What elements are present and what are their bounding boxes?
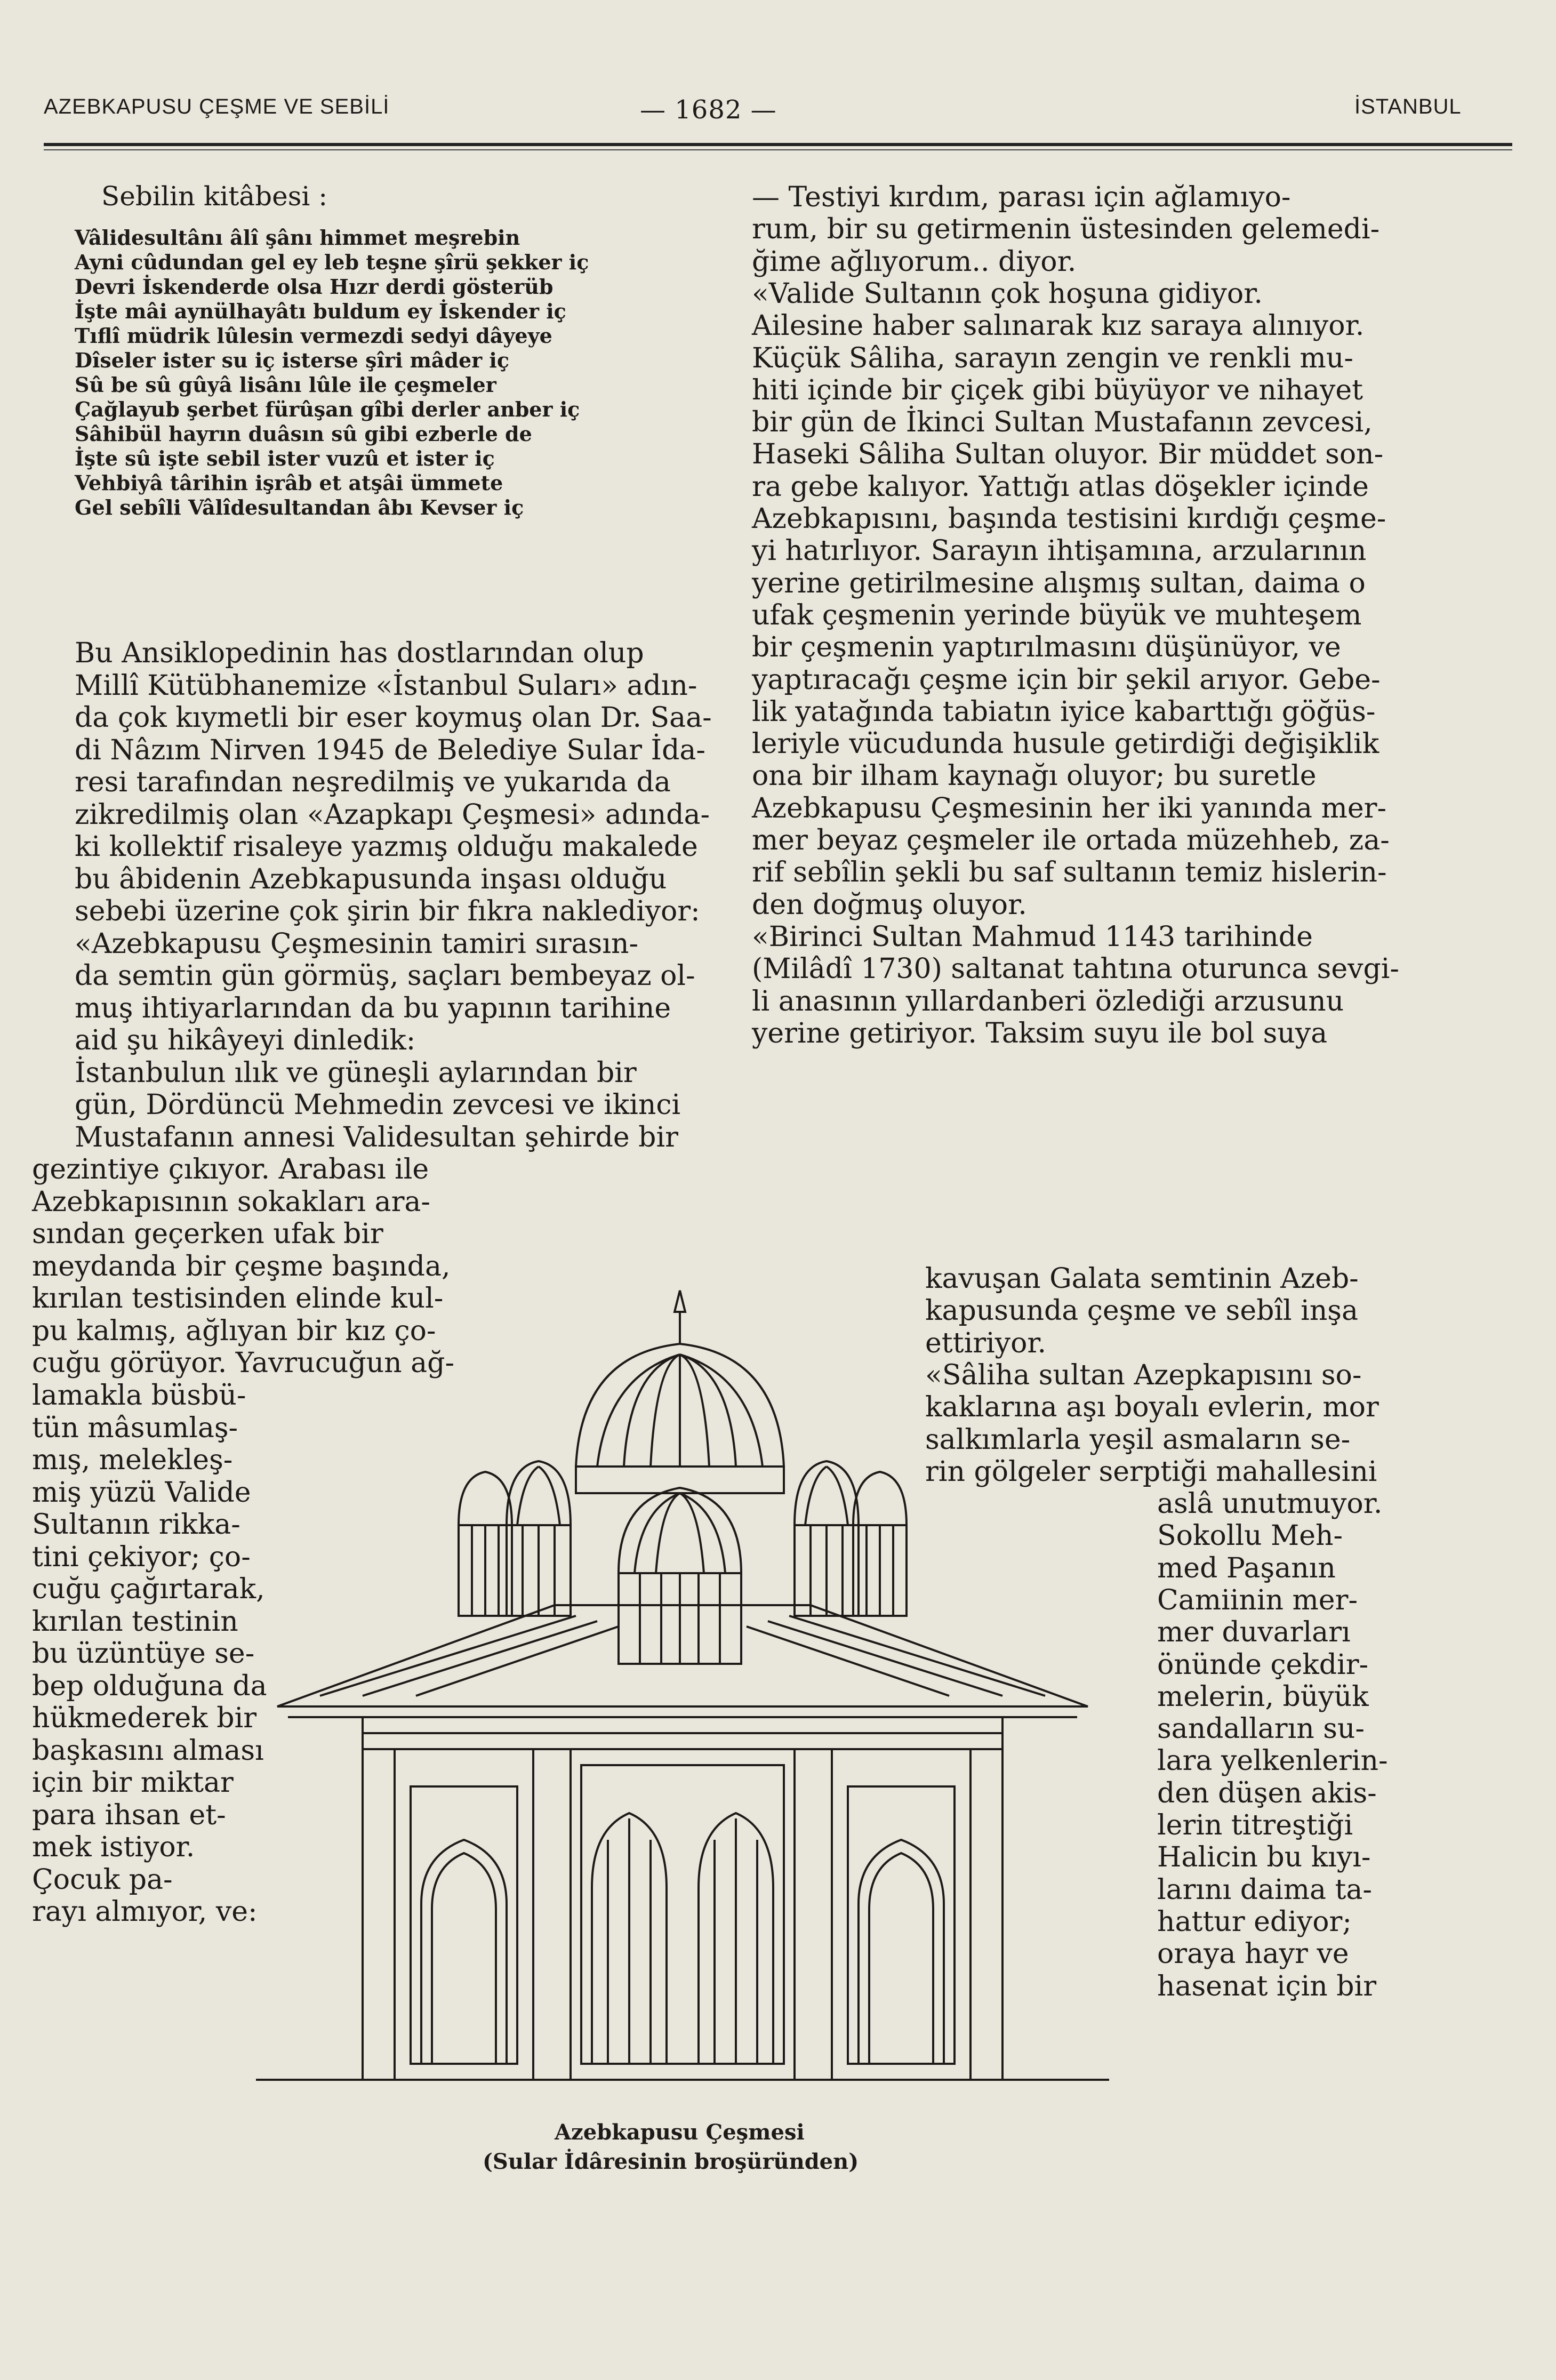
text-line: kırılan testinin	[32, 1605, 238, 1638]
figure-caption-source: (Sular İdâresinin broşüründen)	[483, 2149, 859, 2174]
text-line: ettiriyor.	[925, 1327, 1047, 1359]
text-line: bu üzüntüye se-	[32, 1638, 255, 1670]
text-line: hattur ediyor;	[1157, 1905, 1352, 1938]
text-line: gezintiye çıkıyor. Arabası ile	[32, 1153, 429, 1185]
text-line: mış, melekleş-	[32, 1444, 233, 1476]
text-line: kavuşan Galata semtinin Azeb-	[925, 1263, 1359, 1295]
text-line: melerin, büyük	[1157, 1680, 1369, 1713]
text-line: Azebkapısını, başında testisini kırdığı çeşme-	[752, 503, 1386, 535]
text-line: da çok kıymetli bir eser koymuş olan Dr. Saa-	[75, 702, 712, 734]
text-line: muş ihtiyarlarından da bu yapının tarihine	[75, 992, 671, 1024]
text-line: tini çekiyor; ço-	[32, 1541, 251, 1573]
text-line: di Nâzım Nirven 1945 de Belediye Sular İda-	[75, 734, 705, 766]
inscription-line: Sû be sû gûyâ lisânı lûle ile çeşmeler	[75, 373, 496, 397]
text-line: salkımlarla yeşil asmaların se-	[925, 1423, 1351, 1456]
text-line: leriyle vücudunda husule getirdiği değişiklik	[752, 728, 1379, 760]
page-number: — 1682 —	[640, 95, 777, 125]
text-line: Azebkapusu Çeşmesinin her iki yanında mer-	[752, 792, 1387, 824]
header-rule-thin	[44, 149, 1512, 150]
header-rule	[44, 143, 1512, 146]
text-line: önünde çekdir-	[1157, 1648, 1369, 1681]
text-line: «Birinci Sultan Mahmud 1143 tarihinde	[752, 920, 1313, 953]
text-line: tün mâsumlaş-	[32, 1412, 238, 1444]
text-line: yi hatırlıyor. Sarayın ihtişamına, arzularının	[752, 535, 1367, 567]
text-line: sından geçerken ufak bir	[32, 1218, 383, 1250]
text-line: başkasını alması	[32, 1734, 264, 1767]
inscription-line: Dîseler ister su iç isterse şîri mâder iç	[75, 348, 509, 372]
text-line: ufak çeşmenin yerinde büyük ve muhteşem	[752, 599, 1362, 631]
inscription-line: Çağlayub şerbet fürûşan gîbi derler anber iç	[75, 397, 580, 421]
text-line: sebebi üzerine çok şirin bir fıkra naklediyor:	[75, 895, 700, 927]
text-line: miş yüzü Valide	[32, 1476, 251, 1509]
text-line: — Testiyi kırdım, parası için ağlamıyo-	[752, 181, 1291, 213]
text-line: li anasının yıllardanberi özlediği arzusunu	[752, 985, 1344, 1017]
text-line: rin gölgeler serptiği mahallesini	[925, 1455, 1377, 1488]
text-line: mek istiyor.	[32, 1831, 195, 1863]
inscription-line: İşte sû işte sebil ister vuzû et ister iç	[75, 446, 495, 470]
text-line: rayı almıyor, ve:	[32, 1896, 258, 1928]
text-line: hasenat için bir	[1157, 1970, 1377, 2002]
text-line: cuğu görüyor. Yavrucuğun ağ-	[32, 1347, 455, 1379]
text-line: da semtin gün görmüş, saçları bembeyaz ol-	[75, 960, 695, 992]
text-line: mer beyaz çeşmeler ile ortada müzehheb, za-	[752, 824, 1390, 856]
inscription-line: Ayni cûdundan gel ey leb teşne şîrü şekker iç	[75, 250, 589, 274]
text-line: ra gebe kalıyor. Yattığı atlas döşekler içinde	[752, 470, 1369, 503]
text-line: lik yatağında tabiatın iyice kabarttığı göğüs-	[752, 695, 1376, 728]
text-line: Ailesine haber salınarak kız saraya alınıyor.	[752, 310, 1365, 342]
text-line: Halicin bu kıyı-	[1157, 1841, 1371, 1874]
text-line: için bir miktar	[32, 1767, 234, 1799]
text-line: «Azebkapusu Çeşmesinin tamiri sırasın-	[75, 927, 639, 960]
text-line: İstanbulun ılık ve güneşli aylarından bir	[75, 1056, 637, 1089]
text-line: yaptıracağı çeşme için bir şekil arıyor. Gebe-	[752, 663, 1381, 696]
inscription-line: Vehbiyâ târihin işrâb et atşâi ümmete	[75, 471, 503, 495]
text-line: (Milâdî 1730) saltanat tahtına oturunca sevgi-	[752, 953, 1399, 985]
text-line: lara yelkenlerin-	[1157, 1745, 1388, 1777]
text-line: ki kollektif risaleye yazmış olduğu makalede	[75, 831, 698, 863]
text-line: sandalların su-	[1157, 1713, 1365, 1745]
inscription-line: Gel sebîli Vâlîdesultandan âbı Kevser iç	[75, 495, 524, 519]
text-line: rif sebîlin şekli bu saf sultanın temiz hislerin-	[752, 856, 1387, 889]
text-line: meydanda bir çeşme başında,	[32, 1250, 451, 1283]
text-line: hiti içinde bir çiçek gibi büyüyor ve nihayet	[752, 374, 1363, 406]
text-line: lamakla büsbü-	[32, 1380, 246, 1412]
inscription-line: Tıflî müdrik lûlesin vermezdi sedyi dâyeye	[75, 324, 552, 348]
text-line: resi tarafından neşredilmiş ve yukarıda da	[75, 766, 671, 798]
text-line: oraya hayr ve	[1157, 1938, 1349, 1970]
text-line: Millî Kütübhanemize «İstanbul Suları» adın-	[75, 669, 697, 702]
text-line: Haseki Sâliha Sultan oluyor. Bir müddet son-	[752, 438, 1384, 471]
text-line: aid şu hikâyeyi dinledik:	[75, 1024, 416, 1056]
text-line: Sultanın rikka-	[32, 1509, 240, 1541]
fountain-illustration	[256, 1275, 1109, 2101]
text-line: bir çeşmenin yaptırılmasını düşünüyor, ve	[752, 631, 1341, 664]
text-line: kırılan testisinden elinde kul-	[32, 1283, 444, 1315]
inscription-line: Sâhibül hayrın duâsın sû gibi ezberle de	[75, 422, 532, 446]
text-line: pu kalmış, ağlıyan bir kız ço-	[32, 1315, 436, 1347]
text-line: ğime ağlıyorum.. diyor.	[752, 245, 1077, 278]
text-line: Mustafanın annesi Validesultan şehirde bir	[75, 1121, 678, 1153]
text-line: Azebkapısının sokakları ara-	[32, 1185, 430, 1218]
text-line: lerin titreştiği	[1157, 1809, 1353, 1841]
running-head-left: AZEBKAPUSU ÇEŞME VE SEBİLİ	[44, 95, 390, 118]
text-line: den doğmuş oluyor.	[752, 888, 1027, 921]
text-line: zikredilmiş olan «Azapkapı Çeşmesi» adında-	[75, 798, 710, 831]
text-line: gün, Dördüncü Mehmedin zevcesi ve ikinci	[75, 1089, 681, 1121]
text-line: bu âbidenin Azebkapusunda inşası olduğu	[75, 863, 667, 895]
text-line: rum, bir su getirmenin üstesinden gelemedi-	[752, 213, 1380, 246]
text-line: «Valide Sultanın çok hoşuna gidiyor.	[752, 277, 1263, 310]
text-line: den düşen akis-	[1157, 1777, 1377, 1809]
inscription-heading: Sebilin kitâbesi :	[101, 181, 328, 212]
text-line: larını daima ta-	[1157, 1873, 1372, 1906]
running-head-right: İSTANBUL	[1354, 95, 1462, 118]
text-line: mer duvarları	[1157, 1616, 1351, 1649]
text-line: bep olduğuna da	[32, 1670, 267, 1702]
text-line: Küçük Sâliha, sarayın zengin ve renkli mu-	[752, 342, 1353, 374]
text-line: «Sâliha sultan Azepkapısını so-	[925, 1359, 1362, 1391]
inscription-line: Vâlidesultânı âlî şânı himmet meşrebin	[75, 226, 520, 250]
text-line: Sokollu Meh-	[1157, 1520, 1343, 1552]
text-line: Bu Ansiklopedinin has dostlarından olup	[75, 637, 644, 669]
text-line: hükmederek bir	[32, 1702, 257, 1734]
text-line: ona bir ilham kaynağı oluyor; bu suretle	[752, 760, 1317, 792]
inscription-line: Devri İskenderde olsa Hızr derdi gösterüb	[75, 275, 554, 299]
text-line: bir gün de İkinci Sultan Mustafanın zevcesi,	[752, 406, 1373, 439]
text-line: para ihsan et-	[32, 1799, 226, 1831]
text-line: Çocuk pa-	[32, 1863, 173, 1896]
inscription-line: İşte mâi aynülhayâtı buldum ey İskender iç	[75, 299, 566, 323]
text-line: Camiinin mer-	[1157, 1584, 1358, 1616]
text-line: med Paşanın	[1157, 1552, 1336, 1584]
text-line: yerine getiriyor. Taksim suyu ile bol suya	[752, 1017, 1328, 1049]
text-line: kaklarına aşı boyalı evlerin, mor	[925, 1391, 1379, 1424]
text-line: cuğu çağırtarak,	[32, 1573, 265, 1605]
text-line: yerine getirilmesine alışmış sultan, daima o	[752, 567, 1366, 599]
text-line: kapusunda çeşme ve sebîl inşa	[925, 1295, 1358, 1327]
text-line: aslâ unutmuyor.	[1157, 1488, 1383, 1520]
figure-caption-title: Azebkapusu Çeşmesi	[555, 2120, 805, 2145]
